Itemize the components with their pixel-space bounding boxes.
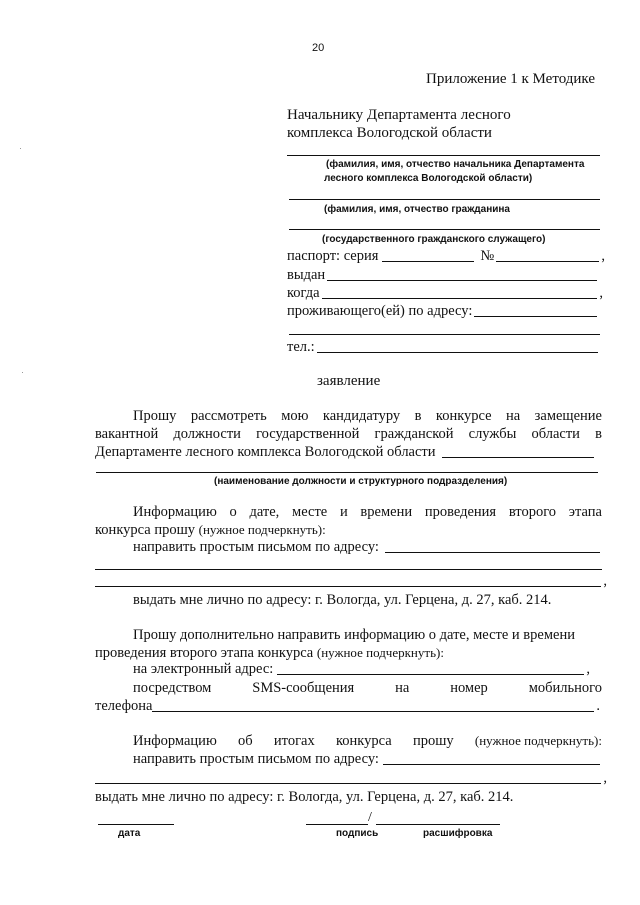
word: конкурсе — [435, 408, 492, 424]
word: области — [531, 426, 580, 442]
word: службы — [468, 426, 517, 442]
passport-series-label: паспорт: серия — [287, 248, 379, 264]
scan-speck — [22, 372, 23, 373]
mobile-label: телефона — [95, 698, 153, 714]
recipient-line-1: Начальнику Департамента лесного — [287, 107, 511, 123]
mail-option-label: направить простым письмом по адресу: — [133, 539, 379, 555]
word: SMS-сообщения — [252, 680, 355, 696]
word: в — [414, 408, 422, 424]
word: дате, — [249, 504, 280, 520]
phone-label: тел.: — [287, 339, 315, 355]
position-field[interactable] — [442, 457, 594, 458]
word: номер — [450, 680, 488, 696]
word: государственной — [256, 426, 360, 442]
para1-line1 — [133, 408, 602, 425]
mobile-row — [95, 698, 600, 715]
para4-mail-row — [133, 751, 602, 768]
mail-address-field-3[interactable] — [95, 586, 601, 587]
passport-row — [287, 248, 605, 265]
para1-line2 — [95, 426, 602, 443]
passport-comma: , — [601, 248, 605, 264]
word: кандидатуру — [322, 408, 401, 424]
word: второго — [508, 504, 557, 520]
applicant-name-field-2[interactable] — [289, 229, 600, 230]
address-row — [287, 303, 599, 320]
word: должности — [173, 426, 241, 442]
result-mail-comma: , — [603, 770, 607, 786]
word: месте — [292, 504, 328, 520]
hint-applicant-name: (фамилия, имя, отчество гражданина — [324, 204, 510, 215]
para4-hint: (нужное подчеркнуть): — [474, 733, 602, 748]
issued-row — [287, 267, 599, 284]
mobile-period: . — [596, 698, 600, 714]
word: конкурса — [335, 733, 392, 749]
mail-address-field[interactable] — [385, 552, 600, 553]
para4-mail-row-2 — [95, 770, 607, 787]
para2-line2 — [95, 522, 326, 539]
mail-comma: , — [603, 573, 607, 589]
para2-mail-row — [133, 539, 602, 556]
word: мою — [281, 408, 309, 424]
word: замещение — [534, 408, 602, 424]
signature-label: подпись — [336, 828, 379, 839]
signature-slash: / — [368, 810, 372, 825]
sms-row — [133, 680, 602, 697]
scan-speck — [20, 148, 21, 149]
word: гражданской — [374, 426, 454, 442]
word: Информацию — [133, 733, 217, 749]
date-field[interactable] — [98, 824, 174, 825]
para2-text: конкурса прошу — [95, 522, 196, 538]
para1-line3 — [95, 444, 596, 461]
word: этапа — [568, 504, 602, 520]
passport-number-field[interactable] — [496, 261, 599, 262]
word: посредством — [133, 680, 212, 696]
email-label: на электронный адрес: — [133, 661, 274, 677]
email-field[interactable] — [277, 674, 584, 675]
word: мобильного — [528, 680, 602, 696]
passport-series-field[interactable] — [382, 261, 474, 262]
applicant-name-field[interactable] — [289, 199, 600, 200]
phone-row — [287, 339, 600, 356]
word: в — [595, 426, 602, 442]
email-row — [133, 661, 590, 678]
para3-line1: Прошу дополнительно направить информацию о дате, месте и времени — [133, 627, 575, 643]
hint-civil-servant: (государственного гражданского служащего) — [322, 234, 546, 245]
signature-field[interactable] — [306, 824, 368, 825]
address-field-2[interactable] — [289, 334, 600, 335]
word: вакантной — [95, 426, 159, 442]
word: об — [238, 733, 253, 749]
page-number: 20 — [312, 42, 325, 54]
email-comma: , — [586, 661, 590, 677]
phone-field[interactable] — [317, 352, 598, 353]
department-text: Департаменте лесного комплекса Вологодской области — [95, 444, 436, 460]
para3-hint: (нужное подчеркнуть): — [316, 645, 444, 660]
word: прошу — [412, 733, 454, 749]
hint-position: (наименование должности и структурного подразделения) — [214, 476, 508, 487]
word: проведения — [424, 504, 497, 520]
para4-line1 — [133, 733, 602, 750]
result-personal-option: выдать мне лично по адресу: г. Вологда, ул. Герцена, д. 27, каб. 214. — [95, 789, 514, 805]
statement-title: заявление — [317, 373, 381, 389]
word: итогах — [273, 733, 315, 749]
when-row — [287, 285, 603, 302]
address-field[interactable] — [474, 316, 597, 317]
issued-label: выдан — [287, 267, 326, 283]
position-field-2[interactable] — [96, 472, 598, 473]
para3-text: проведения второго этапа конкурса — [95, 645, 314, 661]
hint-head-name-2: лесного комплекса Вологодской области) — [324, 173, 533, 184]
para2-line1 — [133, 504, 602, 521]
decode-field[interactable] — [376, 824, 500, 825]
issued-field[interactable] — [327, 280, 597, 281]
para2-mail-row-3 — [95, 573, 607, 590]
hint-head-name-1: (фамилия, имя, отчество начальника Департамента — [326, 159, 585, 170]
para2-hint: (нужное подчеркнуть): — [198, 522, 326, 537]
head-name-field[interactable] — [287, 155, 600, 156]
mobile-field[interactable] — [152, 711, 594, 712]
appendix-label: Приложение 1 к Методике — [426, 71, 595, 87]
when-comma: , — [599, 285, 603, 301]
date-label: дата — [118, 828, 141, 839]
decode-label: расшифровка — [423, 828, 493, 839]
when-label: когда — [287, 285, 320, 301]
address-label: проживающего(ей) по адресу: — [287, 303, 473, 319]
word: на — [395, 680, 410, 696]
word: Прошу — [133, 408, 177, 424]
word: на — [506, 408, 521, 424]
word: времени — [360, 504, 413, 520]
word: о — [229, 504, 237, 520]
mail-address-field-2[interactable] — [95, 569, 602, 570]
when-field[interactable] — [322, 298, 598, 299]
recipient-line-2: комплекса Вологодской области — [287, 125, 492, 141]
para3-line2 — [95, 645, 444, 662]
result-mail-field-2[interactable] — [95, 783, 601, 784]
word: рассмотреть — [190, 408, 267, 424]
personal-option: выдать мне лично по адресу: г. Вологда, ул. Герцена, д. 27, каб. 214. — [133, 592, 552, 608]
word: и — [339, 504, 348, 520]
result-mail-option-label: направить простым письмом по адресу: — [133, 751, 379, 767]
result-mail-field[interactable] — [383, 764, 600, 765]
number-sign: № — [480, 248, 495, 264]
word: Информацию — [133, 504, 217, 520]
